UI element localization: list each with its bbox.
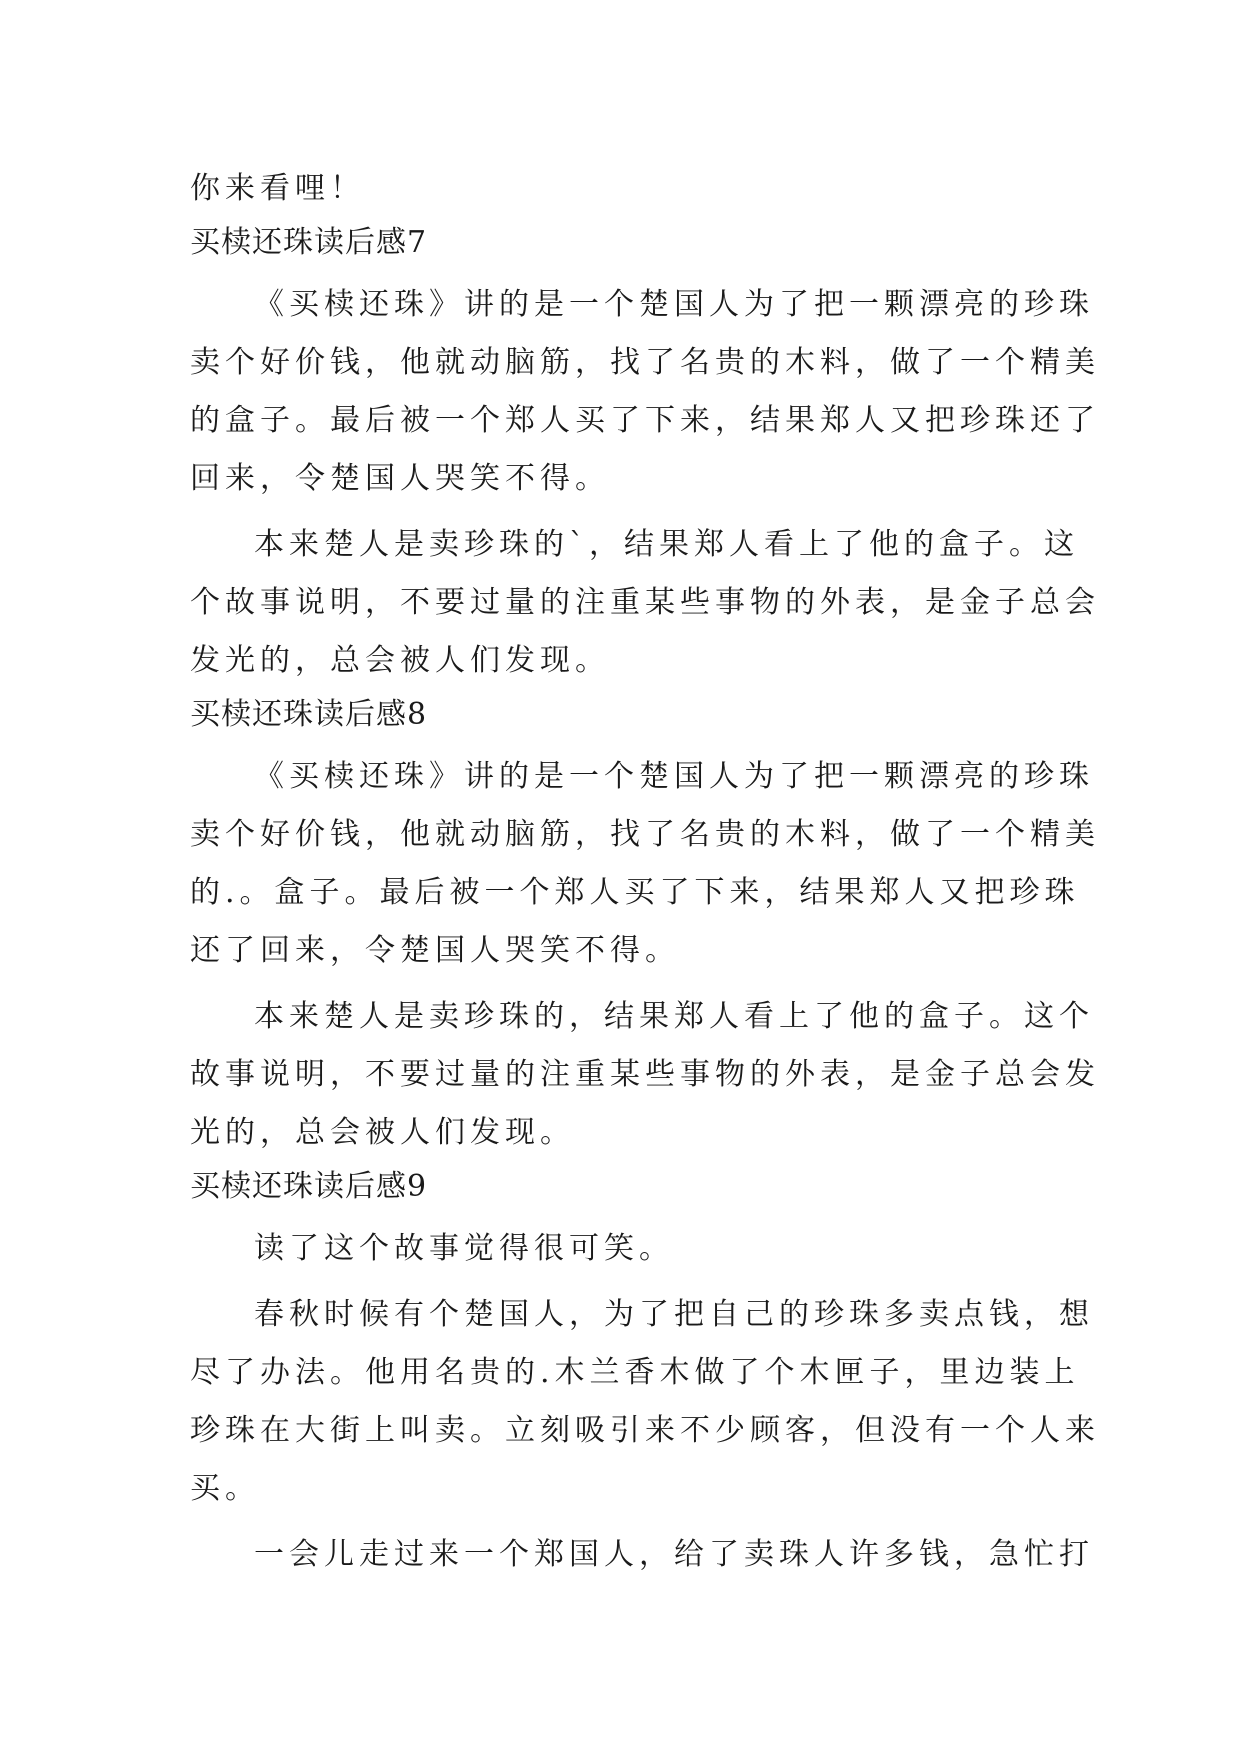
document-page xyxy=(190,160,1100,1584)
section-heading: 买椟还珠读后感9 xyxy=(190,1169,428,1204)
paragraph-line: 本来楚人是卖珍珠的，结果郑人看上了他的盒子。这个 xyxy=(254,999,1094,1034)
paragraph-line: 《买椟还珠》讲的是一个楚国人为了把一颗漂亮的珍珠 xyxy=(254,287,1094,322)
paragraph-line: 珍珠在大街上叫卖。立刻吸引来不少顾客，但没有一个人来 xyxy=(190,1413,1100,1448)
paragraph-line: 本来楚人是卖珍珠的`，结果郑人看上了他的盒子。这 xyxy=(254,527,1079,562)
paragraph-line: 的盒子。最后被一个郑人买了下来，结果郑人又把珍珠还了 xyxy=(190,403,1100,438)
paragraph-line: 故事说明，不要过量的注重某些事物的外表，是金子总会发 xyxy=(190,1057,1100,1092)
paragraph-line: 春秋时候有个楚国人，为了把自己的珍珠多卖点钱，想 xyxy=(254,1297,1094,1332)
paragraph-line: 一会儿走过来一个郑国人，给了卖珠人许多钱，急忙打 xyxy=(254,1537,1094,1572)
paragraph-line: 光的，总会被人们发现。 xyxy=(190,1115,575,1150)
text-line: 你来看哩！ xyxy=(190,171,365,206)
paragraph-line: 还了回来，令楚国人哭笑不得。 xyxy=(190,933,680,968)
paragraph-line: 回来，令楚国人哭笑不得。 xyxy=(190,461,610,496)
paragraph-line: 卖个好价钱，他就动脑筋，找了名贵的木料，做了一个精美 xyxy=(190,345,1100,380)
paragraph-line: 的.。盒子。最后被一个郑人买了下来，结果郑人又把珍珠 xyxy=(190,875,1080,910)
paragraph-line: 《买椟还珠》讲的是一个楚国人为了把一颗漂亮的珍珠 xyxy=(254,759,1094,794)
section-heading: 买椟还珠读后感7 xyxy=(190,225,428,260)
paragraph-line: 买。 xyxy=(190,1471,260,1506)
paragraph-line: 尽了办法。他用名贵的.木兰香木做了个木匣子，里边装上 xyxy=(190,1355,1080,1390)
paragraph-line: 发光的，总会被人们发现。 xyxy=(190,643,610,678)
paragraph-line: 卖个好价钱，他就动脑筋，找了名贵的木料，做了一个精美 xyxy=(190,817,1100,852)
section-heading: 买椟还珠读后感8 xyxy=(190,697,428,732)
paragraph-line: 读了这个故事觉得很可笑。 xyxy=(254,1231,674,1266)
paragraph-line: 个故事说明，不要过量的注重某些事物的外表，是金子总会 xyxy=(190,585,1100,620)
